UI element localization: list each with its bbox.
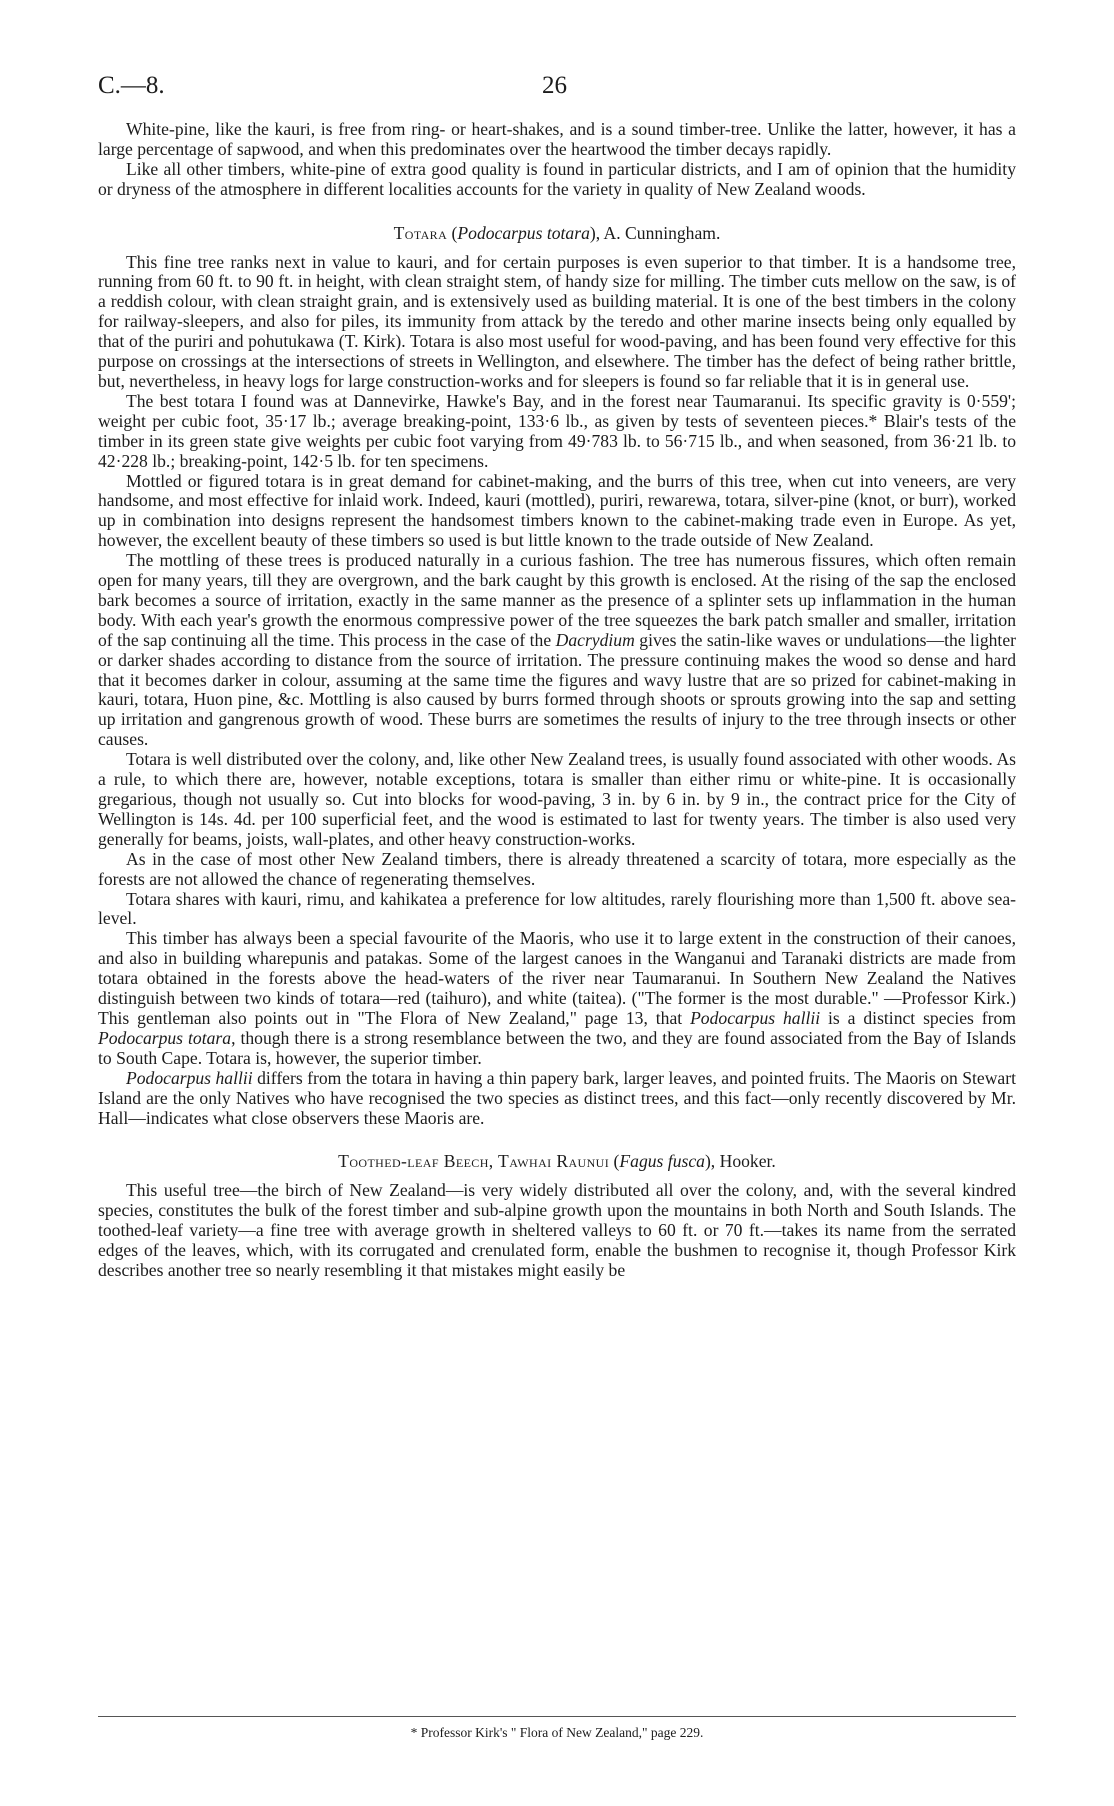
species-name: Podocarpus totara [98,1027,232,1048]
botanical-name: Podocarpus totara [457,222,590,243]
paragraph: White-pine, like the kauri, is free from ring- or heart-shakes, and is a sound timber-tree. Unlike the latter, however, it has a large percentage of sapwood, and when this predominates over the heartwood the timber decays rapidly. [98,119,1016,159]
paragraph: Totara is well distributed over the colony, and, like other New Zealand trees, is usually found associated with other woods. As a rule, to which there are, however, notable exceptions, totara is smaller than either rimu or white-pine. It is occasionally gregarious, though not usually so. Cut into blocks for wood-paving, 3 in. by 6 in. by 9 in., the contract price for the City of Wellington is 14s. 4d. per 100 superficial feet, and the wood is estimated to last for twenty years. The timber is also used very generally for beams, joists, wall-plates, and other heavy construction-works. [98,749,1016,849]
footnote-marker: * [410,1725,421,1740]
footnote [0,1725,1114,1741]
paragraph: Totara shares with kauri, rimu, and kahikatea a preference for low altitudes, rarely flourishing more than 1,500 ft. above sea-level. [98,888,1016,929]
body-text [98,120,1016,1281]
paragraph: The mottling of these trees is produced naturally in a curious fashion. The tree has numerous fissures, which often remain open for many years, till they are overgrown, and the bark caught by this growth is enclosed. At the rising of the sap the enclosed bark becomes a source of irritation, exactly in the same manner as the presence of a splinter sets up inflammation in the human body. With each year's growth the enormous compressive power of the tree squeezes the bark patch smaller and smaller, irritation of the sap continuing all the time. This process in the case of the Dacrydium gives the satin-like waves or undulations—the lighter or darker shades according to distance from the source of irritation. The pressure continuing makes the wood so dense and hard that it becomes darker in colour, assuming at the same time the figures and wavy lustre that are so prized for cabinet-making in kauri, totara, Huon pine, &c. Mottling is also caused by burrs formed through shoots or sprouts growing into the sap and setting up irritation and gangrenous growth of wood. These burrs are sometimes the results of injury to the tree through insects or other causes. [98,550,1016,750]
page-header [0,72,1114,102]
document-reference: C.—8. [98,72,165,99]
botanical-name: Fagus fusca [619,1151,705,1172]
paragraph: This timber has always been a special favourite of the Maoris, who use it to large extent in the construction of their canoes, and also in building wharepunis and patakas. Some of the largest canoes in the Wanganui and Taranaki districts are made from totara obtained in the forests above the head-waters of the river near Taumaranui. In Southern New Zealand the Natives distinguish between two kinds of totara—red (taihuro), and white (taitea). ("The former is the most durable." —Professor Kirk.) This gentleman also points out in "The Flora of New Zealand," page 13, that Podocarpus hallii is a distinct species from Podocarpus totara, though there is a strong resemblance between the two, and they are found associated from the Bay of Islands to South Cape. Totara is, however, the superior timber. [98,928,1016,1068]
paragraph: This fine tree ranks next in value to kauri, and for certain purposes is even superior to that timber. It is a handsome tree, running from 60 ft. to 90 ft. in height, with clean straight stem, of handy size for milling. The timber cuts mellow on the saw, is of a reddish colour, with clean straight grain, and is extensively used as building material. It is one of the best timbers in the colony for railway-sleepers, and also for piles, its immunity from attack by the teredo and other marine insects being only equalled by that of the puriri and pohutukawa (T. Kirk). Totara is also most useful for wood-paving, and has been found very effective for this purpose on crossings at the intersections of streets in Wellington, and elsewhere. The timber has the defect of being rather brittle, but, nevertheless, in heavy logs for large construction-works and for sleepers is found so far reliable that it is in general use. [98,251,1016,391]
common-name: Toothed-leaf Beech, Tawhai Raunui [338,1151,610,1172]
paragraph: This useful tree—the birch of New Zealand—is very widely distributed all over the colony, and, with the several kindred species, constitutes the bulk of the forest timber and sub-alpine growth upon the mountains in both North and South Islands. The toothed-leaf variety—a fine tree with average growth in sheltered valleys to 60 ft. or 70 ft.—takes its name from the serrated edges of the leaves, which, with its corrugated and crenulated form, enable the bushmen to recognise it, though Professor Kirk describes another tree so nearly resembling it that mistakes might easily be [98,1180,1016,1280]
page-number: 26 [542,72,567,99]
section-heading-totara: Totara (Podocarpus totara), A. Cunningham. [393,222,721,243]
footnote-divider [98,1716,1016,1717]
common-name: Totara [393,222,448,243]
paragraph: The best totara I found was at Dannevirke, Hawke's Bay, and in the forest near Taumaranui. Its specific gravity is 0·559'; weight per cubic foot, 35·17 lb.; average breaking-point, 133·6 lb., as given by tests of seventeen pieces.* Blair's tests of the timber in its green state give weights per cubic foot varying from 49·783 lb. to 56·715 lb., and when seasoned, from 36·21 lb. to 42·228 lb.; breaking-point, 142·5 lb. for ten specimens. [98,390,1016,471]
genus-name: Dacrydium [555,629,635,650]
paragraph: Podocarpus hallii differs from the totara in having a thin papery bark, larger leaves, and pointed fruits. The Maoris on Stewart Island are the only Natives who have recognised the two species as distinct trees, and this fact—only recently discovered by Mr. Hall—indicates what close observers these Maoris are. [98,1067,1016,1128]
species-name: Podocarpus hallii [126,1067,253,1088]
paragraph: As in the case of most other New Zealand timbers, there is already threatened a scarcity of totara, more especially as the forests are not allowed the chance of regenerating themselves. [98,848,1016,889]
section-heading-beech: Toothed-leaf Beech, Tawhai Raunui (Fagus fusca), Hooker. [338,1151,776,1172]
species-name: Podocarpus hallii [690,1007,821,1028]
paragraph: Mottled or figured totara is in great demand for cabinet-making, and the burrs of this tree, when cut into veneers, are very handsome, and most effective for inlaid work. Indeed, kauri (mottled), puriri, rewarewa, totara, silver-pine (knot, or burr), worked up in combination into designs represent the handsomest timbers known to the cabinet-making trade even in Europe. As yet, however, the excellent beauty of these timbers so used is but little known to the trade outside of New Zealand. [98,470,1016,551]
footnote-text: Professor Kirk's " Flora of New Zealand," page 229. [420,1725,704,1740]
paragraph: Like all other timbers, white-pine of extra good quality is found in particular districts, and I am of opinion that the humidity or dryness of the atmosphere in different localities accounts for the variety in quality of New Zealand woods. [98,158,1016,199]
